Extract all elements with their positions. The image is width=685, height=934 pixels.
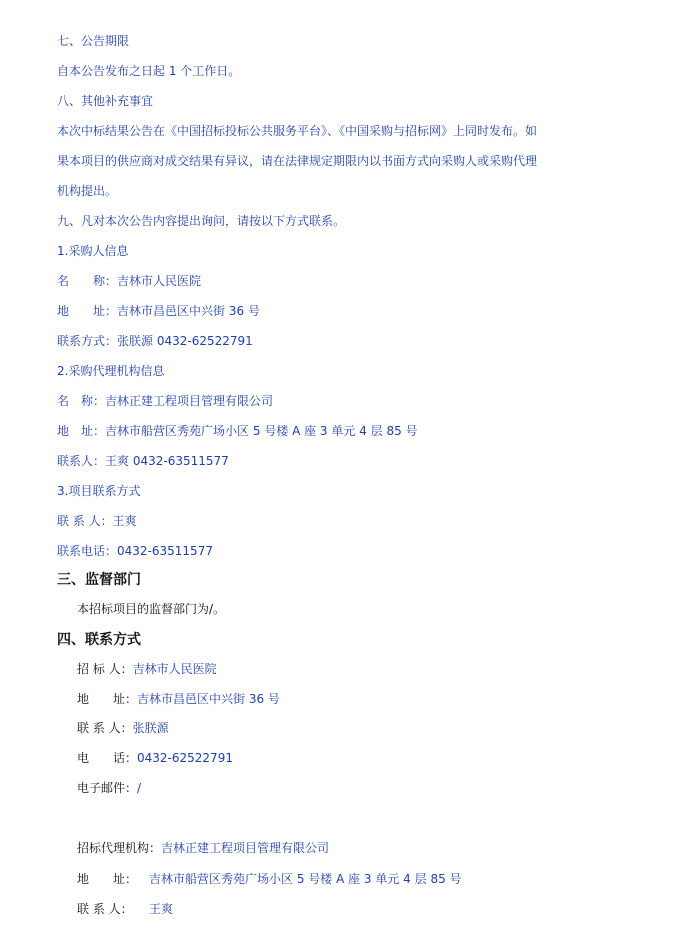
agency-name-value: 吉林正建工程项目管理有限公司 <box>105 394 274 408</box>
purchaser-contact-label: 联系方式： <box>57 334 118 348</box>
agency-heading: 2.采购代理机构信息 <box>57 364 165 378</box>
agency-contact-row <box>57 453 229 469</box>
agency-person-row <box>77 901 173 917</box>
purchaser-contact-row <box>57 333 253 349</box>
purchaser-address-value: 吉林市昌邑区中兴街 36 号 <box>117 304 260 318</box>
agency-address-row-2 <box>77 871 462 887</box>
section-8-para-line: 果本项目的供应商对成交结果有异议，请在法律规定期限内以书面方式向采购人或采购代理 <box>57 154 538 168</box>
purchaser-name-value: 吉林市人民医院 <box>117 274 202 288</box>
tenderer-person-value: 张朕源 <box>132 721 169 735</box>
tenderer-address-row <box>77 691 280 707</box>
agency-value: 吉林正建工程项目管理有限公司 <box>161 841 330 855</box>
tenderer-row <box>77 661 217 677</box>
tenderer-address-value: 吉林市昌邑区中兴街 36 号 <box>137 692 280 706</box>
purchaser-address-label: 地 址： <box>57 304 118 318</box>
supervision-title: 三、监督部门 <box>57 572 141 588</box>
tenderer-email-row <box>77 780 141 796</box>
tenderer-value: 吉林市人民医院 <box>132 662 217 676</box>
purchaser-heading: 1.采购人信息 <box>57 244 129 258</box>
section-8-title: 八、其他补充事宜 <box>57 94 154 108</box>
project-phone-row <box>57 543 213 559</box>
agency-name-label: 名 称： <box>57 394 106 408</box>
agency-address-value-2: 吉林市船营区秀苑广场小区 5 号楼 A 座 3 单元 4 层 85 号 <box>149 872 462 886</box>
purchaser-address-row <box>57 303 260 319</box>
section-7-title: 七、公告期限 <box>57 34 130 48</box>
tenderer-phone-label: 电 话： <box>77 751 138 765</box>
project-person-value: 王爽 <box>112 514 137 528</box>
agency-address-label: 地 址： <box>57 424 106 438</box>
supervision-text: 本招标项目的监督部门为/。 <box>77 602 226 616</box>
agency-person-label: 联 系 人： <box>77 902 133 916</box>
purchaser-name-label: 名 称： <box>57 274 118 288</box>
purchaser-name-row <box>57 273 201 289</box>
project-phone-value: 0432-63511577 <box>117 544 213 558</box>
project-heading: 3.项目联系方式 <box>57 484 141 498</box>
agency-label: 招标代理机构： <box>77 841 162 855</box>
agency-address-label-2: 地 址： <box>77 872 138 886</box>
project-person-row <box>57 513 137 529</box>
tenderer-phone-row <box>77 750 233 766</box>
project-phone-label: 联系电话： <box>57 544 118 558</box>
tenderer-email-label: 电子邮件： <box>77 781 138 795</box>
agency-address-value: 吉林市船营区秀苑广场小区 5 号楼 A 座 3 单元 4 层 85 号 <box>105 424 418 438</box>
section-7-text: 自本公告发布之日起 1 个工作日。 <box>57 64 241 78</box>
tenderer-phone-value: 0432-62522791 <box>137 751 233 765</box>
agency-contact-value: 王爽 0432-63511577 <box>105 454 229 468</box>
section-8-para-line: 本次中标结果公告在《中国招标投标公共服务平台》、《中国采购与招标网》上同时发布。如 <box>57 124 538 138</box>
section-9-title: 九、凡对本次公告内容提出询问，请按以下方式联系。 <box>57 214 346 228</box>
tenderer-address-label: 地 址： <box>77 692 138 706</box>
contact-title: 四、联系方式 <box>57 632 141 648</box>
agency-address-row <box>57 423 418 439</box>
agency-person-value: 王爽 <box>149 902 174 916</box>
project-person-label: 联 系 人： <box>57 514 113 528</box>
tenderer-email-value: / <box>137 781 142 795</box>
purchaser-contact-value: 张朕源 0432-62522791 <box>117 334 253 348</box>
tenderer-person-label: 联 系 人： <box>77 721 133 735</box>
agency-contact-row <box>77 840 329 856</box>
agency-name-row <box>57 393 273 409</box>
tenderer-label: 招 标 人： <box>77 662 133 676</box>
agency-contact-label: 联系人： <box>57 454 106 468</box>
tenderer-person-row <box>77 720 169 736</box>
section-8-para-line: 机构提出。 <box>57 184 118 198</box>
